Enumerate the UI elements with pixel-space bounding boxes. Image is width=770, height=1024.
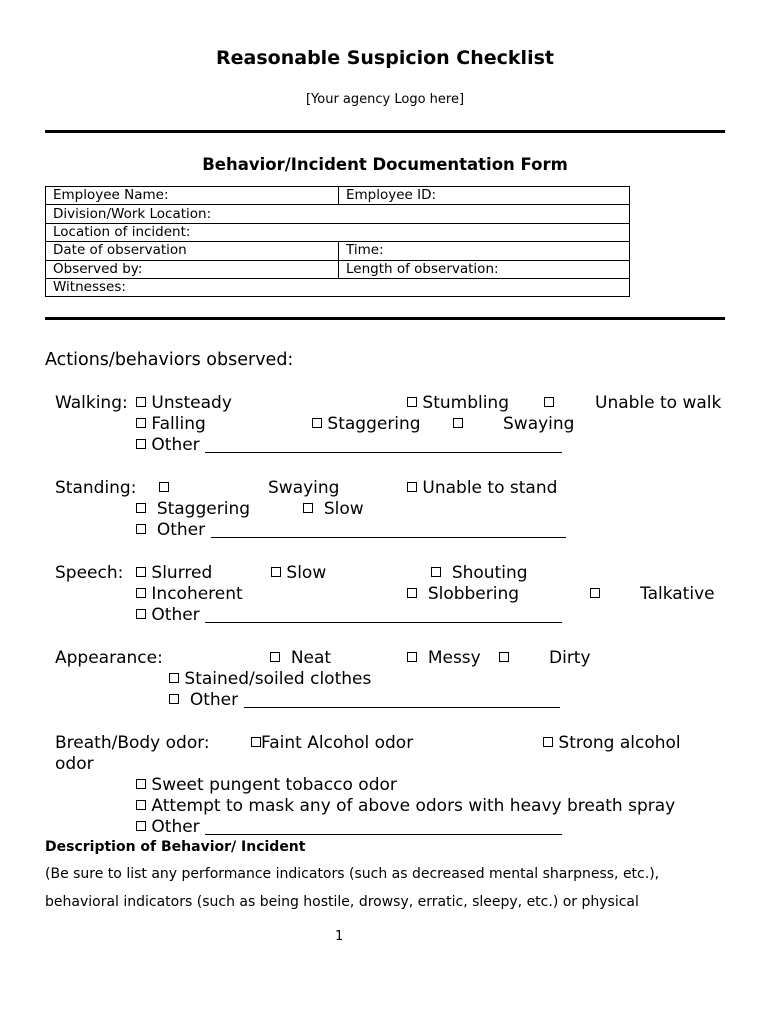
standing-swaying-label: Swaying	[268, 478, 340, 498]
walking-swaying-label: Swaying	[503, 414, 575, 434]
checkbox-icon[interactable]	[312, 418, 322, 428]
checkbox-icon[interactable]	[407, 652, 417, 662]
appearance-other-line[interactable]	[244, 693, 560, 708]
breath-label: Breath/Body odor:	[55, 733, 210, 753]
checkbox-icon[interactable]	[407, 588, 417, 598]
division-field[interactable]: Division/Work Location:	[46, 205, 630, 223]
breath-other[interactable]: Other	[136, 817, 562, 837]
breath-other-line[interactable]	[205, 820, 562, 835]
checkbox-icon[interactable]	[136, 397, 146, 407]
observed-by-field[interactable]: Observed by:	[46, 260, 339, 278]
checkbox-icon[interactable]	[136, 800, 146, 810]
checkbox-icon[interactable]	[431, 567, 441, 577]
standing-staggering[interactable]: Staggering	[136, 499, 250, 519]
walking-swaying-checkbox[interactable]	[453, 414, 463, 434]
checkbox-icon[interactable]	[251, 737, 261, 747]
breath-strong-continued: odor	[55, 754, 94, 774]
checkbox-icon[interactable]	[543, 737, 553, 747]
standing-other[interactable]: Other	[136, 520, 566, 540]
form-title: Behavior/Incident Documentation Form	[202, 155, 568, 174]
standing-label: Standing:	[55, 478, 137, 498]
walking-unable-label: Unable to walk	[595, 393, 722, 413]
breath-tobacco[interactable]: Sweet pungent tobacco odor	[136, 775, 397, 795]
checkbox-icon[interactable]	[407, 482, 417, 492]
appearance-other[interactable]: Other	[169, 690, 560, 710]
checkbox-icon[interactable]	[271, 567, 281, 577]
checkbox-icon[interactable]	[136, 567, 146, 577]
walking-other[interactable]: Other	[136, 435, 562, 455]
checkbox-icon[interactable]	[136, 503, 146, 513]
appearance-label: Appearance:	[55, 648, 163, 668]
walking-stumbling[interactable]: Stumbling	[407, 393, 509, 413]
witnesses-field[interactable]: Witnesses:	[46, 278, 630, 296]
walking-falling[interactable]: Falling	[136, 414, 206, 434]
checkbox-icon[interactable]	[136, 779, 146, 789]
checkbox-icon[interactable]	[407, 397, 417, 407]
speech-label: Speech:	[55, 563, 124, 583]
checkbox-icon[interactable]	[136, 609, 146, 619]
page-title: Reasonable Suspicion Checklist	[216, 47, 554, 69]
description-line-1: (Be sure to list any performance indicators (such as decreased mental sharpness, etc.),	[45, 866, 660, 882]
description-line-2: behavioral indicators (such as being hostile, drowsy, erratic, sleepy, etc.) or physical	[45, 894, 639, 910]
checkbox-icon[interactable]	[453, 418, 463, 428]
appearance-neat[interactable]: Neat	[270, 648, 331, 668]
appearance-dirty-label: Dirty	[549, 648, 591, 668]
checkbox-icon[interactable]	[169, 694, 179, 704]
checkbox-icon[interactable]	[169, 673, 179, 683]
speech-shouting[interactable]: Shouting	[431, 563, 528, 583]
standing-swaying-checkbox[interactable]	[159, 478, 169, 498]
appearance-stained[interactable]: Stained/soiled clothes	[169, 669, 371, 689]
checkbox-icon[interactable]	[136, 588, 146, 598]
checkbox-icon[interactable]	[499, 652, 509, 662]
speech-slurred[interactable]: Slurred	[136, 563, 212, 583]
breath-mask[interactable]: Attempt to mask any of above odors with heavy breath spray	[136, 796, 675, 816]
speech-slow[interactable]: Slow	[271, 563, 326, 583]
checkbox-icon[interactable]	[544, 397, 554, 407]
date-field[interactable]: Date of observation	[46, 242, 339, 260]
checkbox-icon[interactable]	[270, 652, 280, 662]
checkbox-icon[interactable]	[136, 524, 146, 534]
description-heading: Description of Behavior/ Incident	[45, 839, 306, 855]
speech-other-line[interactable]	[205, 608, 562, 623]
walking-staggering[interactable]: Staggering	[312, 414, 421, 434]
time-field[interactable]: Time:	[339, 242, 630, 260]
standing-slow[interactable]: Slow	[303, 499, 364, 519]
speech-other[interactable]: Other	[136, 605, 562, 625]
checkbox-icon[interactable]	[136, 821, 146, 831]
checkbox-icon[interactable]	[136, 439, 146, 449]
standing-unable[interactable]: Unable to stand	[407, 478, 557, 498]
speech-slobbering[interactable]: Slobbering	[407, 584, 519, 604]
checkbox-icon[interactable]	[303, 503, 313, 513]
checkbox-icon[interactable]	[136, 418, 146, 428]
breath-faint[interactable]: Faint Alcohol odor	[251, 733, 413, 753]
divider	[45, 317, 725, 320]
length-field[interactable]: Length of observation:	[339, 260, 630, 278]
employee-id-field[interactable]: Employee ID:	[339, 187, 630, 205]
location-field[interactable]: Location of incident:	[46, 223, 630, 241]
walking-unsteady[interactable]: Unsteady	[136, 393, 232, 413]
employee-info-table	[45, 186, 630, 297]
speech-talkative-checkbox[interactable]	[590, 584, 600, 604]
standing-other-line[interactable]	[211, 523, 566, 538]
walking-label: Walking:	[55, 393, 128, 413]
actions-heading: Actions/behaviors observed:	[45, 350, 294, 370]
speech-incoherent[interactable]: Incoherent	[136, 584, 243, 604]
checkbox-icon[interactable]	[590, 588, 600, 598]
page-number: 1	[335, 929, 344, 944]
speech-talkative-label: Talkative	[640, 584, 715, 604]
breath-strong[interactable]: Strong alcohol	[543, 733, 681, 753]
appearance-dirty-checkbox[interactable]	[499, 648, 509, 668]
walking-other-line[interactable]	[205, 438, 562, 453]
logo-placeholder: [Your agency Logo here]	[305, 92, 465, 107]
divider	[45, 130, 725, 133]
checkbox-icon[interactable]	[159, 482, 169, 492]
employee-name-field[interactable]: Employee Name:	[46, 187, 339, 205]
walking-unable-checkbox[interactable]	[544, 393, 554, 413]
appearance-messy[interactable]: Messy	[407, 648, 481, 668]
